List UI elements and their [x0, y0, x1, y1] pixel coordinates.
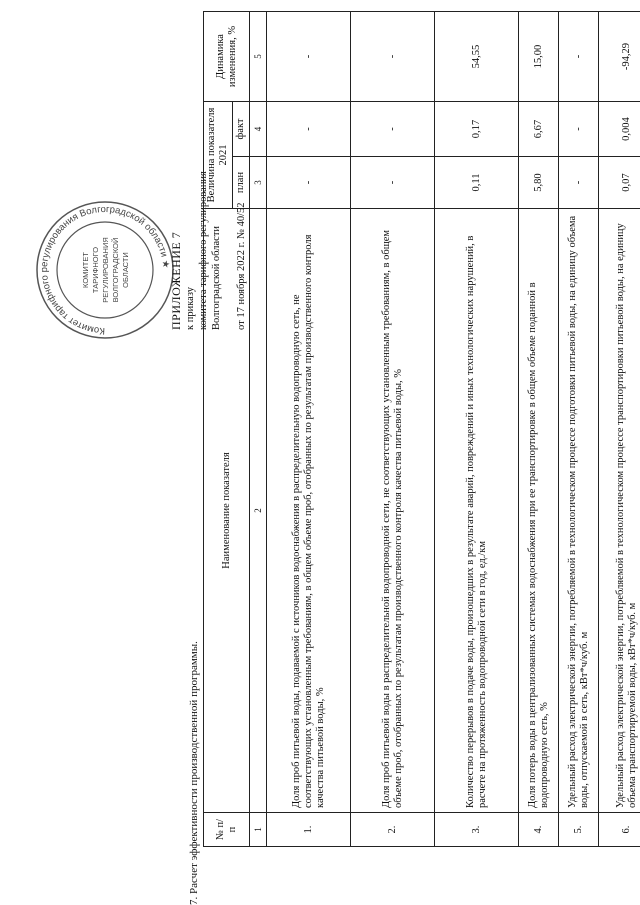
header-plan: план — [233, 157, 250, 209]
plan-value: 0,11 — [435, 157, 519, 209]
table-row — [519, 12, 559, 847]
to-order-line: к приказу — [185, 287, 196, 330]
table-row — [267, 12, 351, 847]
efficiency-table — [203, 11, 640, 847]
svg-text:Комитет тарифного регулировани: Комитет тарифного регулирования Волгоградской области ★ — [38, 203, 172, 337]
svg-text:ТАРИФНОГО: ТАРИФНОГО — [91, 246, 100, 294]
plan-value: - — [559, 157, 599, 209]
header-no: № п/п — [204, 813, 250, 847]
fact-value: 6,67 — [519, 102, 559, 157]
row-number: 4. — [519, 813, 559, 847]
dynamics-value: -94,29 — [599, 12, 640, 102]
plan-value: 0,07 — [599, 157, 640, 209]
indicator-name: Количество перерывов в подаче воды, произошедших в результате аварий, повреждений и иных технологических нарушений, в расчете на протяженность водопроводной сети в год, ед./км — [435, 209, 519, 813]
indicator-name: Доля проб питьевой воды, подаваемой с источников водоснабжения в распределительную водопроводную сеть, не соответствующих установленным требованиям, в общем объеме проб, отобранных по результатам производственного контроля качества питьевой воды, % — [267, 209, 351, 813]
plan-value: 5,80 — [519, 157, 559, 209]
table-row — [599, 12, 640, 847]
col-number: 1 — [250, 813, 267, 847]
col-number: 2 — [250, 209, 267, 813]
committee-line: комитета тарифного регулирования — [198, 171, 209, 330]
header-value-group: Величина показателя 2021 — [204, 102, 233, 209]
order-date: от 17 ноября 2022 г. № 40/52 — [236, 202, 247, 330]
dynamics-value: - — [559, 12, 599, 102]
header-name: Наименование показателя — [204, 209, 250, 813]
section-title: 7. Расчет эффективности производственной программы. — [188, 641, 200, 905]
region-line: Волгоградской области — [211, 225, 222, 330]
plan-value: - — [351, 157, 435, 209]
row-number: 6. — [599, 813, 640, 847]
svg-text:ОБЛАСТИ: ОБЛАСТИ — [121, 252, 130, 288]
header-fact: факт — [233, 102, 250, 157]
fact-value: - — [351, 102, 435, 157]
col-number: 5 — [250, 12, 267, 102]
dynamics-value: - — [267, 12, 351, 102]
table-row — [435, 12, 519, 847]
svg-text:РЕГУЛИРОВАНИЯ: РЕГУЛИРОВАНИЯ — [101, 237, 110, 303]
indicator-name: Доля проб питьевой воды в распределительной водопроводной сети, не соответствующих установленным требованиям, в общем объеме проб, отобранных по результатам производственного контроля качества питьевой воды, % — [351, 209, 435, 813]
svg-text:КОМИТЕТ: КОМИТЕТ — [81, 252, 90, 288]
official-seal — [30, 195, 180, 345]
dynamics-value: 15,00 — [519, 12, 559, 102]
indicator-name: Доля потерь воды в централизованных системах водоснабжения при ее транспортировке в общем объеме поданной в водопроводную сеть, % — [519, 209, 559, 813]
table-header-row — [204, 12, 233, 847]
fact-value: - — [267, 102, 351, 157]
indicator-name: Удельный расход электрической энергии, потребляемой в технологическом процессе подготовки питьевой воды, на единицу объема воды, отпускаемой в сеть, кВт*ч/куб. м — [559, 209, 599, 813]
svg-text:ВОЛГОГРАДСКОЙ: ВОЛГОГРАДСКОЙ — [111, 237, 120, 303]
fact-value: 0,004 — [599, 102, 640, 157]
column-number-row — [250, 12, 267, 847]
dynamics-value: 54,55 — [435, 12, 519, 102]
dynamics-value: - — [351, 12, 435, 102]
row-number: 3. — [435, 813, 519, 847]
table-row — [351, 12, 435, 847]
table-row — [559, 12, 599, 847]
indicator-name: Удельный расход электрической энергии, потребляемой в технологическом процессе транспортировки питьевой воды, на единицу объема транспортируемой воды, кВт*ч/куб. м — [599, 209, 640, 813]
col-number: 3 — [250, 157, 267, 209]
row-number: 1. — [267, 813, 351, 847]
fact-value: 0,17 — [435, 102, 519, 157]
row-number: 2. — [351, 813, 435, 847]
plan-value: - — [267, 157, 351, 209]
fact-value: - — [559, 102, 599, 157]
col-number: 4 — [250, 102, 267, 157]
appendix-title: ПРИЛОЖЕНИЕ 7 — [169, 231, 183, 330]
row-number: 5. — [559, 813, 599, 847]
header-dynamics: Динамика изменения, % — [204, 12, 250, 102]
